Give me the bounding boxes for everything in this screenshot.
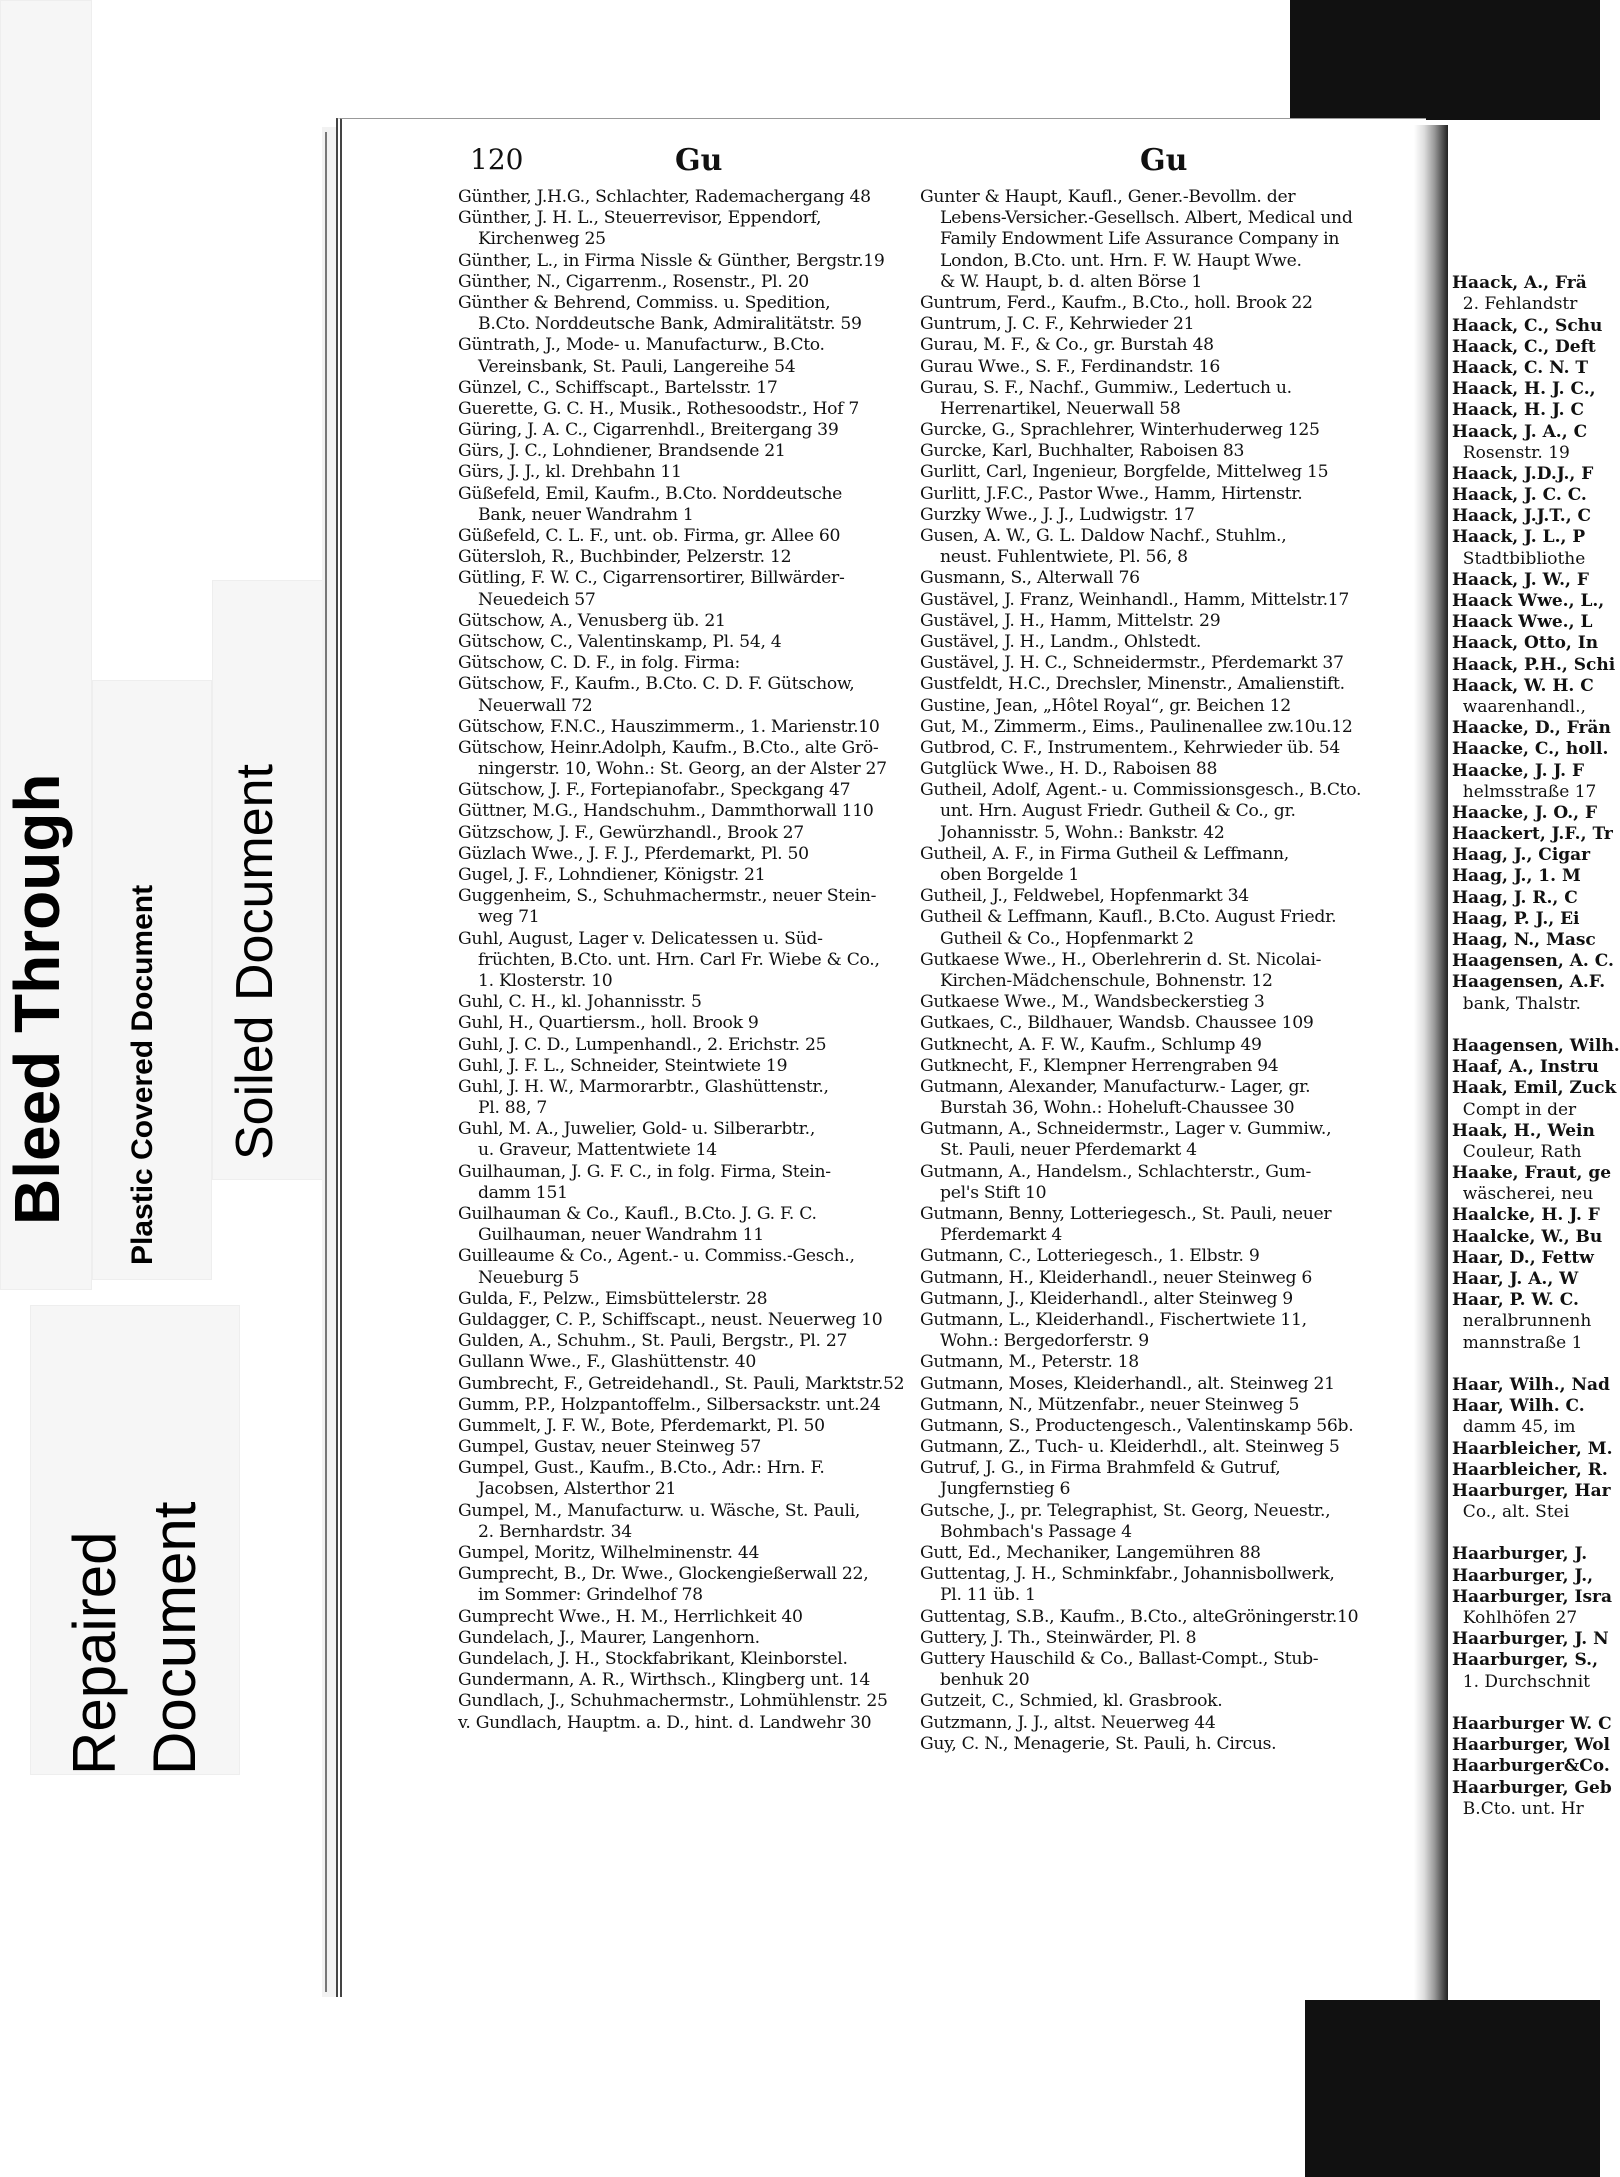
directory-entry: Gugel, J. F., Lohndiener, Königstr. 21 xyxy=(458,865,766,885)
label-plastic-covered: Plastic Covered Document xyxy=(126,884,159,1265)
directory-entry: Guilhauman, neuer Wandrahm 11 xyxy=(478,1225,764,1246)
directory-entry: Guttery, J. Th., Steinwärder, Pl. 8 xyxy=(920,1627,1197,1648)
next-page-entry: B.Cto. unt. Hr xyxy=(1452,1798,1584,1819)
next-page-entry xyxy=(1452,1354,1602,1375)
next-page-entry: helmsstraße 17 xyxy=(1452,781,1597,802)
next-page-entry: Haack, J.D.J., F xyxy=(1452,463,1594,484)
directory-entry: Pferdemarkt 4 xyxy=(940,1225,1063,1246)
directory-entry: Jacobsen, Alsterthor 21 xyxy=(478,1479,677,1500)
directory-entry: Gutmann, A., Handelsm., Schlachterstr., Gum- xyxy=(920,1161,1311,1182)
next-page-entry: Haackert, J.F., Tr xyxy=(1452,824,1613,845)
directory-entry: Guttentag, S.B., Kaufm., B.Cto., alteGröningerstr.10 xyxy=(920,1606,1359,1627)
directory-entry: benhuk 20 xyxy=(940,1670,1030,1691)
directory-entry: Gurau Wwe., S. F., Ferdinandstr. 16 xyxy=(920,356,1221,377)
next-page-entry: Haarburger&Co. xyxy=(1452,1756,1610,1777)
directory-entry: Guhl, August, Lager v. Delicatessen u. Süd- xyxy=(458,928,823,949)
next-page-entry: Haarburger W. C xyxy=(1452,1713,1612,1734)
directory-entry: Gumpel, Gustav, neuer Steinweg 57 xyxy=(458,1437,761,1458)
next-page-entry: Haar, D., Fettw xyxy=(1452,1247,1594,1268)
directory-entry: Gürs, J. C., Lohndiener, Brandsende 21 xyxy=(458,441,786,462)
directory-entry: Gustävel, J. H., Landm., Ohlstedt. xyxy=(920,631,1202,652)
next-page-entry xyxy=(1452,1523,1602,1544)
directory-entry: Gustfeldt, H.C., Drechsler, Minenstr., Amalienstift. xyxy=(920,674,1345,695)
page-number: 120 xyxy=(470,143,524,176)
directory-entry: Günther, J.H.G., Schlachter, Rademachergang 48 xyxy=(458,187,871,207)
directory-entry: Gunter & Haupt, Kaufl., Gener.-Bevollm. der xyxy=(920,187,1296,207)
directory-entry: Guilhauman, J. G. F. C., in folg. Firma, Stein- xyxy=(458,1161,831,1182)
directory-entry: Gulda, F., Pelzw., Eimsbüttelerstr. 28 xyxy=(458,1288,768,1309)
directory-entry: unt. Hrn. August Friedr. Gutheil & Co., gr. xyxy=(940,801,1296,822)
directory-entry: Gutbrod, C. F., Instrumentem., Kehrwieder üb. 54 xyxy=(920,737,1341,758)
directory-entry: Guhl, J. C. D., Lumpenhandl., 2. Erichstr. 25 xyxy=(458,1034,827,1055)
next-page-entry: Stadtbibliothe xyxy=(1452,548,1586,569)
directory-entry: Gutkaes, C., Bildhauer, Wandsb. Chaussee 109 xyxy=(920,1013,1314,1034)
directory-entry: Gutknecht, A. F. W., Kaufm., Schlump 49 xyxy=(920,1034,1262,1055)
directory-entry: Günther, J. H. L., Steuerrevisor, Eppendorf, xyxy=(458,208,822,229)
directory-entry: Gütling, F. W. C., Cigarrensortirer, Billwärder- xyxy=(458,568,845,589)
directory-entry: Gutmann, A., Schneidermstr., Lager v. Gummiw., xyxy=(920,1119,1332,1140)
next-page-entry: Haack, P.H., Schi xyxy=(1452,654,1616,675)
next-page-entry: neralbrunnenh xyxy=(1452,1311,1592,1332)
directory-entry: Gumbrecht, F., Getreidehandl., St. Pauli, Marktstr.52 xyxy=(458,1373,905,1394)
next-page-entry xyxy=(1452,252,1602,273)
directory-entry: Gustävel, J. H. C., Schneidermstr., Pferdemarkt 37 xyxy=(920,653,1344,674)
next-page-entry: Haack, Otto, In xyxy=(1452,633,1599,654)
directory-entry: Guldagger, C. P., Schiffscapt., neust. Neuerweg 10 xyxy=(458,1309,883,1330)
next-page-entry: Kohlhöfen 27 xyxy=(1452,1608,1578,1628)
directory-entry: Gusmann, S., Alterwall 76 xyxy=(920,568,1140,589)
next-page-entry: Haak, Emil, Zuck xyxy=(1452,1078,1617,1099)
next-page-entry: Haacke, J. J. F xyxy=(1452,760,1585,781)
directory-entry: Gumpel, M., Manufacturw. u. Wäsche, St. Pauli, xyxy=(458,1500,861,1521)
directory-entry: u. Graveur, Mattentwiete 14 xyxy=(478,1140,717,1161)
next-page-entry: Haacke, C., holl. xyxy=(1452,739,1609,760)
next-page-entry: Haag, J., Cigar xyxy=(1452,845,1591,866)
directory-entry: Gullann Wwe., F., Glashüttenstr. 40 xyxy=(458,1352,757,1373)
book-gutter xyxy=(1414,125,1448,2000)
directory-entry: weg 71 xyxy=(478,907,540,928)
next-page-entry: Haarburger, J. xyxy=(1452,1544,1588,1565)
directory-entry: ningerstr. 10, Wohn.: St. Georg, an der Alster 27 xyxy=(478,759,887,780)
directory-entry: neust. Fuhlentwiete, Pl. 56, 8 xyxy=(940,547,1188,568)
directory-entry: Güttner, M.G., Handschuhm., Dammthorwall 110 xyxy=(458,801,874,822)
directory-entry: St. Pauli, neuer Pferdemarkt 4 xyxy=(940,1140,1197,1161)
directory-entry: Günther & Behrend, Commiss. u. Spedition, xyxy=(458,292,831,313)
directory-entry: Gütschow, F.N.C., Hauszimmerm., 1. Marienstr.10 xyxy=(458,716,880,737)
directory-entry: Gurlitt, Carl, Ingenieur, Borgfelde, Mittelweg 15 xyxy=(920,462,1329,483)
directory-entry: Güring, J. A. C., Cigarrenhdl., Breitergang 39 xyxy=(458,420,839,441)
next-page-entry: Haagensen, Wilh. xyxy=(1452,1035,1620,1056)
directory-entry: B.Cto. Norddeutsche Bank, Admiralitätstr. 59 xyxy=(478,314,862,335)
directory-entry: Gundelach, J. H., Stockfabrikant, Kleinborstel. xyxy=(458,1648,848,1669)
directory-entry: Gützschow, J. F., Gewürzhandl., Brook 27 xyxy=(458,822,804,843)
next-page-entry: Haagensen, A.F. xyxy=(1452,972,1606,993)
directory-entry: damm 151 xyxy=(478,1182,568,1203)
directory-entry: Bank, neuer Wandrahm 1 xyxy=(478,504,694,525)
label-soiled: Soiled Document xyxy=(226,764,284,1160)
next-page-entry: Haalcke, W., Bu xyxy=(1452,1226,1603,1247)
next-page-entry: Haak, H., Wein xyxy=(1452,1120,1595,1141)
next-page-entry: Haar, Wilh. C. xyxy=(1452,1396,1585,1417)
next-page-entry: Haag, P. J., Ei xyxy=(1452,908,1580,929)
directory-entry: Guhl, H., Quartiersm., holl. Brook 9 xyxy=(458,1013,759,1034)
directory-entry: Gutmann, Alexander, Manufacturw.- Lager, gr. xyxy=(920,1076,1311,1097)
directory-entry: Gütschow, J. F., Fortepianofabr., Speckgang 47 xyxy=(458,780,851,801)
directory-entry: Guhl, J. F. L., Schneider, Steintwiete 19 xyxy=(458,1055,788,1076)
next-page-entry xyxy=(1452,1693,1602,1714)
directory-entry: Gutmann, N., Mützenfabr., neuer Steinweg 5 xyxy=(920,1394,1300,1415)
scan-border-top xyxy=(1290,0,1600,120)
directory-entry: Gutheil & Co., Hopfenmarkt 2 xyxy=(940,928,1194,949)
directory-entry: Gutmann, L., Kleiderhandl., Fischertwiete 11, xyxy=(920,1309,1307,1330)
directory-entry: Gütschow, F., Kaufm., B.Cto. C. D. F. Gütschow, xyxy=(458,674,855,695)
directory-entry: Guilhauman & Co., Kaufl., B.Cto. J. G. F. C. xyxy=(458,1204,817,1224)
directory-entry: v. Gundlach, Hauptm. a. D., hint. d. Landwehr 30 xyxy=(458,1712,872,1733)
directory-entry: Gustävel, J. Franz, Weinhandl., Hamm, Mittelstr.17 xyxy=(920,589,1350,610)
next-page-entry: Haack, C., Schu xyxy=(1452,315,1603,336)
next-page-entry: Haack, H. J. C xyxy=(1452,400,1585,421)
directory-entry: Gütschow, A., Venusberg üb. 21 xyxy=(458,610,726,631)
directory-entry: Güzlach Wwe., J. F. J., Pferdemarkt, Pl. 50 xyxy=(458,843,809,864)
running-head-right: Gu xyxy=(1140,143,1188,178)
directory-entry: Gutmann, C., Lotteriegesch., 1. Elbstr. 9 xyxy=(920,1246,1260,1267)
directory-entry: Gutsche, J., pr. Telegraphist, St. Georg, Neuestr., xyxy=(920,1500,1331,1521)
next-page-entry: Haack, W. H. C xyxy=(1452,675,1594,696)
next-page-entry: Haack, A., Frä xyxy=(1452,273,1587,294)
next-page-entry: Compt in der xyxy=(1452,1099,1577,1120)
directory-entry: Gutmann, Benny, Lotteriegesch., St. Pauli, neuer xyxy=(920,1204,1332,1224)
directory-entry: Pl. 11 üb. 1 xyxy=(940,1585,1036,1606)
next-page-entry: Haar, J. A., W xyxy=(1452,1269,1579,1289)
directory-entry: Gurcke, G., Sprachlehrer, Winterhuderweg 125 xyxy=(920,420,1320,441)
next-page-entry: Haarburger, Geb xyxy=(1452,1777,1612,1798)
directory-entry: Gutkaese Wwe., H., Oberlehrerin d. St. Nicolai- xyxy=(920,949,1322,970)
next-page-entry: Haack, J. L., P xyxy=(1452,527,1586,548)
directory-entry: Kirchenweg 25 xyxy=(478,229,606,250)
directory-entry: Family Endowment Life Assurance Company in xyxy=(940,229,1340,250)
next-page-entry: Haack, J. A., C xyxy=(1452,421,1588,442)
next-page-entry: 2. Fehlandstr xyxy=(1452,294,1578,315)
directory-entry: Günzel, C., Schiffscapt., Bartelsstr. 17 xyxy=(458,377,778,398)
running-head-left: Gu xyxy=(675,143,723,178)
directory-entry: Kirchen-Mädchenschule, Bohnenstr. 12 xyxy=(940,970,1273,991)
directory-entry: Gusen, A. W., G. L. Daldow Nachf., Stuhlm., xyxy=(920,526,1287,546)
scan-border-bottom xyxy=(1305,2000,1600,2177)
next-page-entry: Haarburger, Har xyxy=(1452,1480,1611,1501)
directory-entry: Wohn.: Bergedorferstr. 9 xyxy=(940,1331,1149,1352)
directory-entry: Gundlach, J., Schuhmachermstr., Lohmühlenstr. 25 xyxy=(458,1691,888,1712)
next-page-entry: Haack, J.J.T., C xyxy=(1452,506,1592,527)
next-page-entry: wäscherei, neu xyxy=(1452,1184,1594,1205)
next-page-entry: Haacke, D., Frän xyxy=(1452,718,1611,739)
directory-entry: Guilleaume & Co., Agent.- u. Commiss.-Gesch., xyxy=(458,1246,855,1267)
directory-entry: Gutmann, H., Kleiderhandl., neuer Steinweg 6 xyxy=(920,1267,1313,1288)
directory-entry: Guttery Hauschild & Co., Ballast-Compt., Stub- xyxy=(920,1648,1319,1669)
directory-entry: Bohmbach's Passage 4 xyxy=(940,1521,1132,1542)
directory-column-left xyxy=(458,187,918,1734)
next-page-entry: Haack Wwe., L xyxy=(1452,612,1593,633)
directory-entry: Gut, M., Zimmerm., Eims., Paulinenallee zw.10u.12 xyxy=(920,716,1353,737)
directory-entry: Neueburg 5 xyxy=(478,1267,580,1288)
next-page-entry: waarenhandl., xyxy=(1452,696,1586,717)
next-page-entry: bank, Thalstr. xyxy=(1452,993,1581,1014)
directory-entry: Gütschow, C., Valentinskamp, Pl. 54, 4 xyxy=(458,631,782,652)
next-page-entry: Haack, J. C. C. xyxy=(1452,485,1587,506)
label-repaired-line1: Repaired xyxy=(61,1531,128,1775)
directory-entry: Neuedeich 57 xyxy=(478,589,596,610)
next-page-entry: Haag, N., Masc xyxy=(1452,930,1596,950)
next-page-entry: Haack Wwe., L., xyxy=(1452,591,1611,611)
next-page-entry: Haarburger, J., xyxy=(1452,1565,1594,1586)
next-page-entry: Couleur, Rath xyxy=(1452,1141,1582,1162)
directory-entry: Günther, N., Cigarrenm., Rosenstr., Pl. 20 xyxy=(458,271,809,292)
directory-entry: Gundermann, A. R., Wirthsch., Klingberg unt. 14 xyxy=(458,1670,871,1691)
directory-entry: im Sommer: Grindelhof 78 xyxy=(478,1585,703,1606)
directory-entry: Gutkaese Wwe., M., Wandsbeckerstieg 3 xyxy=(920,992,1265,1013)
directory-entry: Gurlitt, J.F.C., Pastor Wwe., Hamm, Hirtenstr. xyxy=(920,483,1303,504)
directory-entry: Gummelt, J. F. W., Bote, Pferdemarkt, Pl. 50 xyxy=(458,1415,825,1436)
directory-entry: Gütschow, C. D. F., in folg. Firma: xyxy=(458,653,741,674)
directory-entry: Neuerwall 72 xyxy=(478,695,593,716)
directory-entry: & W. Haupt, b. d. alten Börse 1 xyxy=(940,271,1202,292)
next-page-entry: Haar, P. W. C. xyxy=(1452,1290,1579,1311)
directory-entry: Vereinsbank, St. Pauli, Langereihe 54 xyxy=(478,356,796,377)
directory-entry: Gurau, S. F., Nachf., Gummiw., Ledertuch u. xyxy=(920,377,1292,398)
label-bleed-through: Bleed Through xyxy=(1,773,73,1225)
directory-entry: Gumm, P.P., Holzpantoffelm., Silbersackstr. unt.24 xyxy=(458,1394,881,1415)
directory-entry: Güßefeld, Emil, Kaufm., B.Cto. Norddeutsche xyxy=(458,483,843,504)
directory-column-right xyxy=(920,187,1388,1755)
directory-entry: früchten, B.Cto. unt. Hrn. Carl Fr. Wiebe & Co., xyxy=(478,949,880,970)
next-page-entry: Haack, C. N. T xyxy=(1452,357,1589,378)
next-page-entry: Haack, H. J. C., xyxy=(1452,379,1596,400)
directory-entry: Gulden, A., Schuhm., St. Pauli, Bergstr., Pl. 27 xyxy=(458,1331,848,1352)
directory-entry: Guggenheim, S., Schuhmachermstr., neuer Stein- xyxy=(458,886,877,907)
directory-entry: oben Borgelde 1 xyxy=(940,865,1079,885)
next-page-entry: Haarbleicher, M. xyxy=(1452,1438,1613,1459)
label-repaired-line2: Document xyxy=(141,1501,208,1775)
next-page-entry: Haarburger, S., xyxy=(1452,1650,1599,1671)
next-page-entry: Haarburger, Wol xyxy=(1452,1735,1611,1756)
next-page-entry: Haag, J., 1. M xyxy=(1452,866,1581,887)
directory-entry: Gumprecht Wwe., H. M., Herrlichkeit 40 xyxy=(458,1606,803,1627)
next-page-entry: Haarbleicher, R. xyxy=(1452,1459,1608,1480)
directory-entry: Guhl, J. H. W., Marmorarbtr., Glashüttenstr., xyxy=(458,1076,829,1097)
directory-entry: Gundelach, J., Maurer, Langenhorn. xyxy=(458,1627,760,1648)
directory-entry: Gutheil, J., Feldwebel, Hopfenmarkt 34 xyxy=(920,886,1249,907)
directory-entry: Gutzmann, J. J., altst. Neuerweg 44 xyxy=(920,1712,1216,1733)
directory-entry: Gutmann, Z., Tuch- u. Kleiderhdl., alt. Steinweg 5 xyxy=(920,1437,1340,1458)
directory-entry: Gutmann, Moses, Kleiderhandl., alt. Steinweg 21 xyxy=(920,1373,1335,1394)
directory-entry: London, B.Cto. unt. Hrn. F. W. Haupt Wwe. xyxy=(940,250,1302,271)
directory-entry: Pl. 88, 7 xyxy=(478,1098,548,1119)
next-page-entry: Haacke, J. O., F xyxy=(1452,802,1598,823)
directory-entry: Gütschow, Heinr.Adolph, Kaufm., B.Cto., alte Grö- xyxy=(458,737,879,758)
directory-entry: Güntrath, J., Mode- u. Manufacturw., B.Cto. xyxy=(458,335,825,356)
next-page-column xyxy=(1452,252,1620,1820)
directory-entry: Gutheil, Adolf, Agent.- u. Commissionsgesch., B.Cto. xyxy=(920,780,1362,801)
directory-entry: Lebens-Versicher.-Gesellsch. Albert, Medical und xyxy=(940,208,1353,229)
directory-entry: pel's Stift 10 xyxy=(940,1182,1047,1203)
next-page-entry xyxy=(1452,1015,1602,1036)
directory-entry: Gutt, Ed., Mechaniker, Langemühren 88 xyxy=(920,1543,1261,1563)
directory-entry: Guy, C. N., Menagerie, St. Pauli, h. Circus. xyxy=(920,1733,1277,1754)
directory-entry: Gurau, M. F., & Co., gr. Burstah 48 xyxy=(920,335,1214,356)
next-page-entry: Haaf, A., Instru xyxy=(1452,1057,1599,1078)
directory-entry: 1. Klosterstr. 10 xyxy=(478,970,613,991)
next-page-entry: Haalcke, H. J. F xyxy=(1452,1205,1600,1226)
directory-entry: Guntrum, J. C. F., Kehrwieder 21 xyxy=(920,314,1195,335)
directory-entry: Gumpel, Gust., Kaufm., B.Cto., Adr.: Hrn. F. xyxy=(458,1458,825,1479)
directory-entry: Gutheil & Leffmann, Kaufl., B.Cto. August Friedr. xyxy=(920,907,1337,928)
next-page-entry: Haake, Fraut, ge xyxy=(1452,1163,1612,1184)
directory-entry: Gutheil, A. F., in Firma Gutheil & Leffmann, xyxy=(920,843,1289,864)
directory-entry: Gutglück Wwe., H. D., Raboisen 88 xyxy=(920,759,1218,780)
directory-entry: Burstah 36, Wohn.: Hoheluft-Chaussee 30 xyxy=(940,1098,1295,1119)
next-page-entry: Haack, J. W., F xyxy=(1452,569,1589,590)
directory-entry: Guerette, G. C. H., Musik., Rothesoodstr., Hof 7 xyxy=(458,398,860,419)
directory-entry: Gutmann, J., Kleiderhandl., alter Steinweg 9 xyxy=(920,1288,1293,1309)
directory-entry: Günther, L., in Firma Nissle & Günther, Bergstr.19 xyxy=(458,250,885,271)
next-page-entry: Haarburger, J. N xyxy=(1452,1629,1609,1650)
directory-entry: Guhl, M. A., Juwelier, Gold- u. Silberarbtr., xyxy=(458,1119,816,1140)
directory-entry: Gustävel, J. H., Hamm, Mittelstr. 29 xyxy=(920,610,1221,631)
directory-entry: Gurzky Wwe., J. J., Ludwigstr. 17 xyxy=(920,504,1195,525)
directory-entry: Gustine, Jean, „Hôtel Royal“, gr. Beichen 12 xyxy=(920,695,1291,716)
directory-entry: Gumprecht, B., Dr. Wwe., Glockengießerwall 22, xyxy=(458,1564,869,1585)
directory-entry: Gurcke, Karl, Buchhalter, Raboisen 83 xyxy=(920,441,1245,462)
next-page-entry: Haarburger, Isra xyxy=(1452,1586,1613,1607)
directory-entry: Guttentag, J. H., Schminkfabr., Johannisbollwerk, xyxy=(920,1564,1335,1585)
next-page-entry: Haar, Wilh., Nad xyxy=(1452,1374,1610,1395)
directory-entry: Gutknecht, F., Klempner Herrengraben 94 xyxy=(920,1055,1279,1076)
next-page-entry: 1. Durchschnit xyxy=(1452,1671,1591,1692)
directory-entry: Guhl, C. H., kl. Johannisstr. 5 xyxy=(458,992,702,1013)
next-page-entry: Co., alt. Stei xyxy=(1452,1502,1570,1523)
directory-entry: 2. Bernhardstr. 34 xyxy=(478,1521,632,1542)
directory-entry: Gutmann, S., Productengesch., Valentinskamp 56b. xyxy=(920,1415,1354,1436)
directory-entry: Johannisstr. 5, Wohn.: Bankstr. 42 xyxy=(940,822,1225,843)
directory-entry: Jungfernstieg 6 xyxy=(940,1479,1071,1500)
directory-entry: Gutruf, J. G., in Firma Brahmfeld & Gutruf, xyxy=(920,1458,1281,1479)
next-page-entry: damm 45, im xyxy=(1452,1417,1576,1438)
directory-entry: Guntrum, Ferd., Kaufm., B.Cto., holl. Brook 22 xyxy=(920,292,1313,313)
directory-entry: Gütersloh, R., Buchbinder, Pelzerstr. 12 xyxy=(458,547,792,568)
next-page-entry: Haagensen, A. C. xyxy=(1452,951,1614,972)
directory-entry: Gutzeit, C., Schmied, kl. Grasbrook. xyxy=(920,1691,1223,1712)
next-page-entry: Haack, C., Deft xyxy=(1452,336,1596,357)
next-page-entry: Rosenstr. 19 xyxy=(1452,442,1570,463)
next-page-entry: Haag, J. R., C xyxy=(1452,887,1578,908)
directory-entry: Gumpel, Moritz, Wilhelminenstr. 44 xyxy=(458,1543,760,1563)
directory-entry: Gutmann, M., Peterstr. 18 xyxy=(920,1352,1139,1373)
directory-entry: Güßefeld, C. L. F., unt. ob. Firma, gr. Allee 60 xyxy=(458,526,841,546)
next-page-entry: mannstraße 1 xyxy=(1452,1332,1583,1353)
directory-entry: Herrenartikel, Neuerwall 58 xyxy=(940,398,1181,419)
directory-entry: Gürs, J. J., kl. Drehbahn 11 xyxy=(458,462,682,483)
